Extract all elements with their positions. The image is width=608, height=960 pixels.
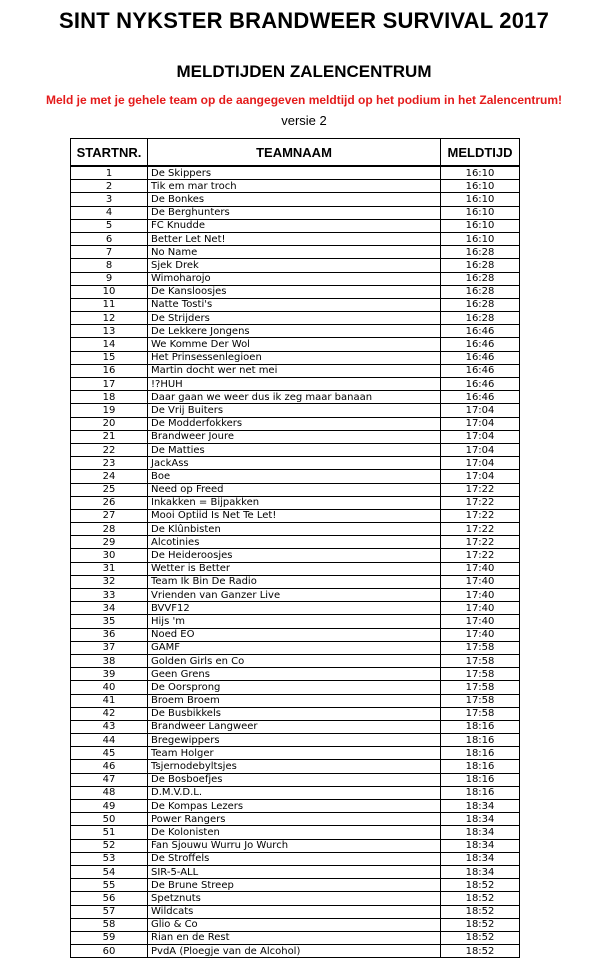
teamname-cell: Fan Sjouwu Wurru Jo Wurch (148, 839, 441, 852)
meldtijd-cell: 17:22 (441, 509, 520, 522)
teamname-cell: No Name (148, 246, 441, 259)
teamname-cell: De Matties (148, 443, 441, 456)
teamname-cell: De Skippers (148, 166, 441, 180)
table-row (71, 628, 520, 641)
table-row (71, 800, 520, 813)
meldtijd-cell: 16:28 (441, 259, 520, 272)
meldtijd-cell: 18:16 (441, 734, 520, 747)
table-row (71, 536, 520, 549)
teamname-cell: De Kansloosjes (148, 285, 441, 298)
meldtijd-cell: 18:16 (441, 760, 520, 773)
startnr-cell: 37 (71, 641, 148, 654)
table-row (71, 615, 520, 628)
startnr-cell: 3 (71, 193, 148, 206)
table-row (71, 747, 520, 760)
meldtijd-cell: 17:58 (441, 641, 520, 654)
teamname-cell: Glio & Co (148, 918, 441, 931)
teamname-cell: De Busbikkels (148, 707, 441, 720)
startnr-cell: 8 (71, 259, 148, 272)
startnr-cell: 20 (71, 417, 148, 430)
table-header (71, 139, 520, 167)
meldtijd-cell: 16:28 (441, 298, 520, 311)
startnr-cell: 6 (71, 232, 148, 245)
startnr-cell: 10 (71, 285, 148, 298)
table-row (71, 285, 520, 298)
meldtijd-cell: 16:10 (441, 206, 520, 219)
startnr-cell: 56 (71, 892, 148, 905)
meldtijd-cell: 16:46 (441, 338, 520, 351)
table-row (71, 786, 520, 799)
teamname-cell: De Kompas Lezers (148, 800, 441, 813)
startnr-cell: 59 (71, 931, 148, 944)
teamname-cell: BVVF12 (148, 602, 441, 615)
startnr-cell: 12 (71, 312, 148, 325)
meldtijd-cell: 18:34 (441, 813, 520, 826)
meldtijd-cell: 17:04 (441, 457, 520, 470)
table-row (71, 734, 520, 747)
table-row (71, 166, 520, 180)
table-row (71, 589, 520, 602)
startnr-cell: 19 (71, 404, 148, 417)
column-header-meldtijd: MELDTIJD (441, 139, 520, 167)
table-row (71, 865, 520, 878)
startnr-cell: 32 (71, 575, 148, 588)
startnr-cell: 35 (71, 615, 148, 628)
teamname-cell: Broem Broem (148, 694, 441, 707)
teamname-cell: FC Knudde (148, 219, 441, 232)
startnr-cell: 4 (71, 206, 148, 219)
teamname-cell: De Bonkes (148, 193, 441, 206)
table-row (71, 562, 520, 575)
startnr-cell: 43 (71, 720, 148, 733)
table-row (71, 523, 520, 536)
table-row (71, 773, 520, 786)
teamname-cell: De Oorsprong (148, 681, 441, 694)
teamname-cell: De Klûnbisten (148, 523, 441, 536)
startnr-cell: 46 (71, 760, 148, 773)
meldtijd-cell: 17:22 (441, 483, 520, 496)
table-row (71, 839, 520, 852)
table-row (71, 298, 520, 311)
teamname-cell: Wetter is Better (148, 562, 441, 575)
meldtijd-cell: 16:46 (441, 351, 520, 364)
table-row (71, 219, 520, 232)
teamname-cell: Natte Tosti's (148, 298, 441, 311)
table-row (71, 443, 520, 456)
meldtijd-cell: 17:40 (441, 602, 520, 615)
table-row (71, 575, 520, 588)
startnr-cell: 34 (71, 602, 148, 615)
startnr-cell: 44 (71, 734, 148, 747)
teamname-cell: De Stroffels (148, 852, 441, 865)
table-row (71, 549, 520, 562)
table-row (71, 272, 520, 285)
meldtijd-cell: 16:28 (441, 312, 520, 325)
teamname-cell: Brandweer Joure (148, 430, 441, 443)
teamname-cell: Geen Grens (148, 668, 441, 681)
notice-text: Meld je met je gehele team op de aangegeven meldtijd op het podium in het Zalencentrum! (45, 93, 563, 107)
teamname-cell: De Berghunters (148, 206, 441, 219)
meldtijd-cell: 18:52 (441, 931, 520, 944)
document-subtitle: MELDTIJDEN ZALENCENTRUM (176, 62, 432, 81)
meldtijd-cell: 16:28 (441, 272, 520, 285)
table-row (71, 905, 520, 918)
table-row (71, 417, 520, 430)
table-row (71, 180, 520, 193)
startnr-cell: 60 (71, 945, 148, 958)
meldtijd-cell: 18:16 (441, 786, 520, 799)
table-row (71, 193, 520, 206)
teamname-cell: De Kolonisten (148, 826, 441, 839)
table-row (71, 206, 520, 219)
teamname-cell: !?HUH (148, 378, 441, 391)
startnr-cell: 9 (71, 272, 148, 285)
header-row (71, 139, 520, 167)
meldtijd-cell: 18:16 (441, 747, 520, 760)
teamname-cell: Tsjernodebyltsjes (148, 760, 441, 773)
teamname-cell: JackAss (148, 457, 441, 470)
teamname-cell: Brandweer Langweer (148, 720, 441, 733)
column-header-startnr: STARTNR. (71, 139, 148, 167)
table-row (71, 338, 520, 351)
teamname-cell: Het Prinsessenlegioen (148, 351, 441, 364)
startnr-cell: 40 (71, 681, 148, 694)
startnr-cell: 5 (71, 219, 148, 232)
meldtijd-cell: 18:52 (441, 905, 520, 918)
table-body (71, 166, 520, 958)
column-header-teamnaam: TEAMNAAM (148, 139, 441, 167)
meldtijd-cell: 17:04 (441, 430, 520, 443)
startnr-cell: 7 (71, 246, 148, 259)
table-row (71, 641, 520, 654)
meldtijd-cell: 17:40 (441, 575, 520, 588)
teamname-cell: Boe (148, 470, 441, 483)
meldtijd-cell: 17:04 (441, 443, 520, 456)
meldtijd-cell: 18:34 (441, 826, 520, 839)
meldtijd-cell: 16:10 (441, 219, 520, 232)
meldtijd-cell: 18:34 (441, 839, 520, 852)
teamname-cell: Sjek Drek (148, 259, 441, 272)
startnr-cell: 27 (71, 509, 148, 522)
meldtijd-cell: 18:16 (441, 720, 520, 733)
table-row (71, 232, 520, 245)
meldtijd-cell: 17:58 (441, 668, 520, 681)
table-row (71, 931, 520, 944)
teamname-cell: Golden Girls en Co (148, 654, 441, 667)
meldtijd-cell: 16:10 (441, 166, 520, 180)
meldtijd-cell: 18:52 (441, 945, 520, 958)
meldtijd-cell: 18:34 (441, 865, 520, 878)
meldtijd-cell: 16:46 (441, 325, 520, 338)
table-row (71, 496, 520, 509)
team-schedule-table (70, 138, 520, 958)
teamname-cell: De Vrij Buiters (148, 404, 441, 417)
table-row (71, 852, 520, 865)
startnr-cell: 39 (71, 668, 148, 681)
startnr-cell: 18 (71, 391, 148, 404)
table-row (71, 654, 520, 667)
teamname-cell: Rian en de Rest (148, 931, 441, 944)
teamname-cell: Wimoharojo (148, 272, 441, 285)
meldtijd-cell: 17:58 (441, 681, 520, 694)
meldtijd-cell: 16:10 (441, 232, 520, 245)
teamname-cell: Team Ik Bin De Radio (148, 575, 441, 588)
teamname-cell: Wildcats (148, 905, 441, 918)
startnr-cell: 13 (71, 325, 148, 338)
meldtijd-cell: 18:52 (441, 879, 520, 892)
meldtijd-cell: 18:52 (441, 892, 520, 905)
teamname-cell: Team Holger (148, 747, 441, 760)
table-row (71, 826, 520, 839)
version-label: versie 2 (281, 113, 327, 128)
teamname-cell: De Lekkere Jongens (148, 325, 441, 338)
startnr-cell: 49 (71, 800, 148, 813)
startnr-cell: 17 (71, 378, 148, 391)
teamname-cell: GAMF (148, 641, 441, 654)
meldtijd-cell: 17:22 (441, 549, 520, 562)
startnr-cell: 1 (71, 166, 148, 180)
meldtijd-cell: 17:40 (441, 562, 520, 575)
startnr-cell: 21 (71, 430, 148, 443)
teamname-cell: Martin docht wer net mei (148, 364, 441, 377)
meldtijd-cell: 17:58 (441, 694, 520, 707)
table-row (71, 509, 520, 522)
meldtijd-cell: 17:04 (441, 404, 520, 417)
teamname-cell: Power Rangers (148, 813, 441, 826)
teamname-cell: PvdA (Ploegje van de Alcohol) (148, 945, 441, 958)
table-row (71, 879, 520, 892)
teamname-cell: Mooi Optiid Is Net Te Let! (148, 509, 441, 522)
meldtijd-cell: 17:04 (441, 470, 520, 483)
meldtijd-cell: 18:16 (441, 773, 520, 786)
teamname-cell: Noed EO (148, 628, 441, 641)
startnr-cell: 38 (71, 654, 148, 667)
startnr-cell: 16 (71, 364, 148, 377)
table-row (71, 378, 520, 391)
teamname-cell: Spetznuts (148, 892, 441, 905)
table-row (71, 720, 520, 733)
startnr-cell: 24 (71, 470, 148, 483)
startnr-cell: 30 (71, 549, 148, 562)
teamname-cell: De Bosboefjes (148, 773, 441, 786)
meldtijd-cell: 16:46 (441, 378, 520, 391)
table-row (71, 470, 520, 483)
teamname-cell: D.M.V.D.L. (148, 786, 441, 799)
startnr-cell: 48 (71, 786, 148, 799)
startnr-cell: 52 (71, 839, 148, 852)
startnr-cell: 36 (71, 628, 148, 641)
teamname-cell: SIR-5-ALL (148, 865, 441, 878)
teamname-cell: Vrienden van Ganzer Live (148, 589, 441, 602)
table-row (71, 259, 520, 272)
startnr-cell: 42 (71, 707, 148, 720)
table-row (71, 760, 520, 773)
startnr-cell: 51 (71, 826, 148, 839)
table-row (71, 918, 520, 931)
table-row (71, 668, 520, 681)
startnr-cell: 31 (71, 562, 148, 575)
table-row (71, 892, 520, 905)
meldtijd-cell: 18:34 (441, 800, 520, 813)
meldtijd-cell: 17:22 (441, 523, 520, 536)
meldtijd-cell: 18:34 (441, 852, 520, 865)
teamname-cell: Inkakken = Bijpakken (148, 496, 441, 509)
startnr-cell: 55 (71, 879, 148, 892)
startnr-cell: 45 (71, 747, 148, 760)
teamname-cell: Need op Freed (148, 483, 441, 496)
meldtijd-cell: 17:40 (441, 628, 520, 641)
meldtijd-cell: 17:58 (441, 707, 520, 720)
startnr-cell: 28 (71, 523, 148, 536)
teamname-cell: De Brune Streep (148, 879, 441, 892)
startnr-cell: 2 (71, 180, 148, 193)
table-row (71, 312, 520, 325)
teamname-cell: Hijs 'm (148, 615, 441, 628)
table-row (71, 483, 520, 496)
startnr-cell: 47 (71, 773, 148, 786)
meldtijd-cell: 18:52 (441, 918, 520, 931)
meldtijd-cell: 16:28 (441, 246, 520, 259)
startnr-cell: 29 (71, 536, 148, 549)
startnr-cell: 23 (71, 457, 148, 470)
table-row (71, 246, 520, 259)
table-row (71, 707, 520, 720)
startnr-cell: 58 (71, 918, 148, 931)
startnr-cell: 50 (71, 813, 148, 826)
teamname-cell: Daar gaan we weer dus ik zeg maar banaan (148, 391, 441, 404)
table-row (71, 351, 520, 364)
teamname-cell: Tik em mar troch (148, 180, 441, 193)
meldtijd-cell: 17:22 (441, 536, 520, 549)
teamname-cell: Alcotinies (148, 536, 441, 549)
teamname-cell: Better Let Net! (148, 232, 441, 245)
meldtijd-cell: 16:10 (441, 180, 520, 193)
table-row (71, 391, 520, 404)
meldtijd-cell: 16:46 (441, 364, 520, 377)
table-row (71, 602, 520, 615)
teamname-cell: Bregewippers (148, 734, 441, 747)
meldtijd-cell: 17:40 (441, 615, 520, 628)
table-row (71, 681, 520, 694)
table-row (71, 694, 520, 707)
startnr-cell: 22 (71, 443, 148, 456)
teamname-cell: De Heideroosjes (148, 549, 441, 562)
meldtijd-cell: 16:28 (441, 285, 520, 298)
document-title: SINT NYKSTER BRANDWEER SURVIVAL 2017 (58, 8, 550, 33)
startnr-cell: 53 (71, 852, 148, 865)
teamname-cell: De Modderfokkers (148, 417, 441, 430)
meldtijd-cell: 17:58 (441, 654, 520, 667)
meldtijd-cell: 17:04 (441, 417, 520, 430)
table-row (71, 813, 520, 826)
teamname-cell: We Komme Der Wol (148, 338, 441, 351)
startnr-cell: 41 (71, 694, 148, 707)
table-row (71, 945, 520, 958)
table-row (71, 457, 520, 470)
startnr-cell: 11 (71, 298, 148, 311)
meldtijd-cell: 16:10 (441, 193, 520, 206)
table-row (71, 325, 520, 338)
table-row (71, 364, 520, 377)
startnr-cell: 26 (71, 496, 148, 509)
meldtijd-cell: 17:40 (441, 589, 520, 602)
table-row (71, 430, 520, 443)
startnr-cell: 33 (71, 589, 148, 602)
table-row (71, 404, 520, 417)
startnr-cell: 57 (71, 905, 148, 918)
startnr-cell: 25 (71, 483, 148, 496)
teamname-cell: De Strijders (148, 312, 441, 325)
startnr-cell: 15 (71, 351, 148, 364)
meldtijd-cell: 17:22 (441, 496, 520, 509)
startnr-cell: 14 (71, 338, 148, 351)
meldtijd-cell: 16:46 (441, 391, 520, 404)
startnr-cell: 54 (71, 865, 148, 878)
